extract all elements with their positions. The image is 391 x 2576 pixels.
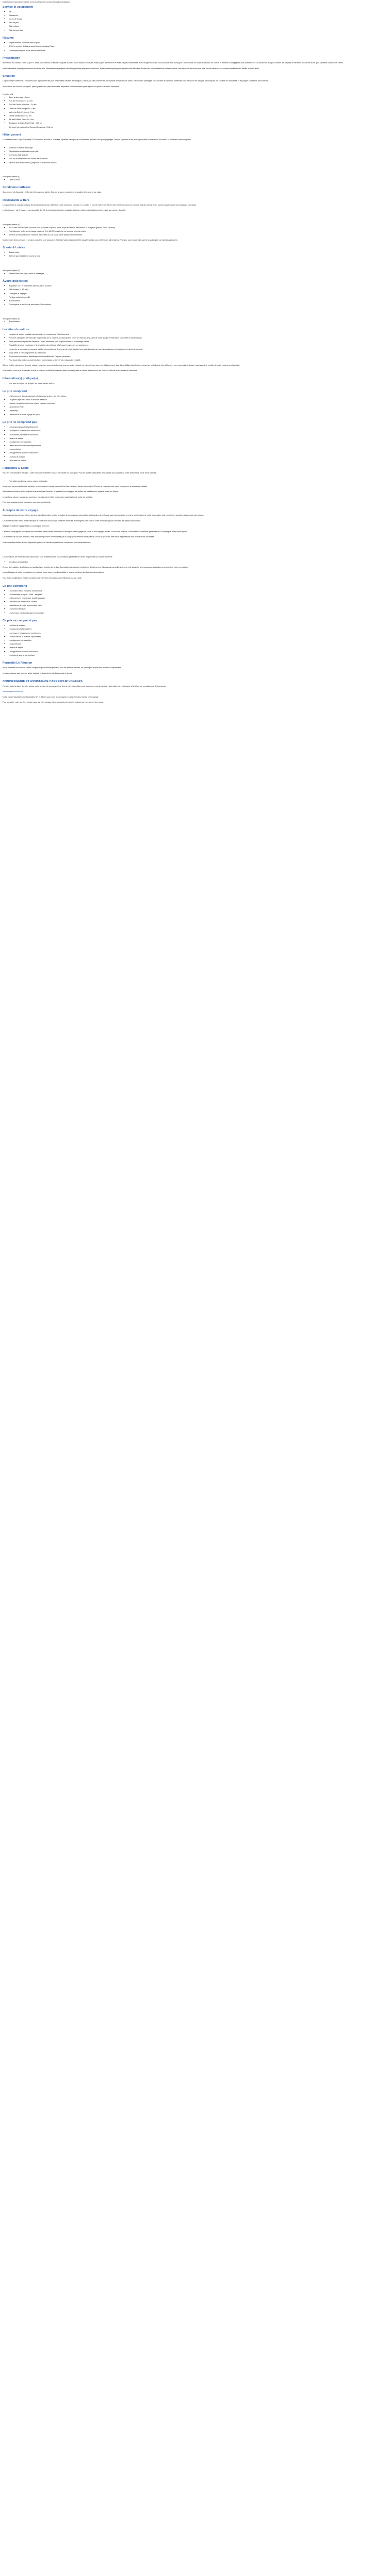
list-item: ▪ Les repas et boissons non mentionnés	[9, 430, 388, 433]
list-item: ▪ Climatisation et télévision écran plat	[9, 150, 388, 154]
hebergement-heading: Hébergement	[3, 133, 21, 137]
comprend4-list	[3, 624, 388, 657]
list-item: ▪ Les dépenses personnelles	[9, 639, 388, 642]
formalites2-heading: Formalité Le Réunion	[3, 662, 32, 665]
list-item: ▪ L'assurance annulation et rapatriement	[9, 445, 388, 448]
transport-heading: À propos de votre voyage	[3, 509, 38, 512]
conciergerie-link-row	[3, 690, 388, 693]
list-item: ▪ La location de voiture	[9, 460, 388, 463]
infos-heading: Information(s) pratique(s)	[3, 377, 38, 380]
conciergerie-heading: CONCIERGERIE ET ASSISTANCE CARREFOUR VOYAGES	[3, 680, 83, 683]
resume-list	[3, 42, 388, 52]
list-item: ▪ Bains à deux pas : 800 m	[9, 96, 388, 99]
sports-list	[3, 251, 388, 258]
list-item: ▪ Conciergerie et service de réservation d'excursions	[9, 303, 388, 307]
conditions2-paragraph: La modification de votre réservation est possible sous réserve de disponibilité et pourra entraîner des frais supplémentaires.	[3, 571, 104, 574]
transport-paragraph: Bagage : franchise bagage selon la compagnie aérienne.	[3, 525, 50, 528]
list-item: ▪ Bai des Petites Gars : 14,1 km	[9, 118, 388, 122]
location-list	[3, 333, 388, 362]
list-item: ▪ Les services mentionnés dans le descriptif	[9, 612, 388, 615]
list-item: ▪ Plusieurs catégories de véhicules disponibles, de la citadine au monospace, selon vos besoins et la taille de votre groupe. Réservation conseillée en haute saison.	[9, 337, 388, 340]
hebergement-paragraph: Le Tobasso Hotel & Spa 3* compte 211 chambres au total et 12 suites, réparties dans plusieurs bâtiments au cœur d'un parc paysager. Chaque logement a été pensé pour offrir un maximum de confort et d'intimité à ses occupants.	[3, 139, 191, 141]
accessibility-label: Le point relié	[3, 93, 13, 96]
comprend-list	[3, 395, 388, 417]
sports-paid-label: Avec participation (€)	[3, 269, 20, 272]
list-item: ▪ Pont de Préval Branchos : 2,8 km	[9, 104, 388, 107]
list-item: ▪ Le supplément chambre individuelle	[9, 452, 388, 455]
conditions2-paragraph: Pour toute modification, veuillez contacter notre service réservations par téléphone ou par email.	[3, 577, 82, 579]
list-item: ▪ Cable d'accès	[9, 179, 388, 182]
comprend3-list	[3, 590, 388, 615]
situation-heading: Situation	[3, 75, 15, 78]
infos-list	[3, 382, 388, 385]
conditions2-list	[3, 561, 388, 564]
list-item: ▪ Le permis de conduire en cours de validité depuis plus de deux ans est exigé, ainsi qu'une carte bancaire au nom du conducteur principal pour le dépôt de garantie.	[9, 348, 388, 351]
list-item: ▪ Le parking	[9, 410, 388, 413]
activites-heading: Àvoirs disposition	[3, 280, 28, 283]
list-item: ▪ Siège bébé et GPS disponibles sur demande.	[9, 352, 388, 355]
formalites-paragraph: Les enfants mineurs voyageant sans leurs parents doivent être munis d'une autorisation de sortie du territoire.	[3, 496, 93, 498]
product-description	[0, 0, 391, 712]
list-item: ▪ L'assistance de notre équipe sur place	[9, 414, 388, 417]
list-item: ▪ L'assistance de notre représentant local	[9, 604, 388, 607]
list-item: ▪ Les transferts aéroport - hôtel - aéroport	[9, 594, 388, 597]
list-item: ▪ Le vol aller-retour en classe économique	[9, 590, 388, 593]
formalites-list	[3, 480, 388, 483]
list-item: ▪ Salle de gym et piste de course à pied	[9, 255, 388, 258]
restaurants-heading: Restaurants & Bars	[3, 198, 29, 202]
formalites-paragraph: Informations données à titre indicatif et susceptibles d'évoluer. Il appartient au voyageur de vérifier les conditions en vigueur avant son départ.	[3, 490, 119, 493]
list-item: ▪ Service de restauration en chambre disponible de 11h à 22h, carte spéciale sur demande.	[9, 234, 388, 237]
list-item: ▪ Supplément conducteur additionnel selon conditions de l'agence partenaire.	[9, 355, 388, 359]
tarifs-list	[3, 179, 388, 182]
list-item: ▪ Le camping dispose d'une piscine extérieure	[9, 49, 388, 53]
list-item: ▪ Cours de tennis	[9, 18, 388, 21]
list-item: ▪ Formalités sanitaires : aucun vaccin obligatoire.	[9, 480, 388, 483]
list-item: ▪ Une taxe de séjour est à régler sur place à votre arrivée.	[9, 382, 388, 385]
list-item: ▪ Les pourboires	[9, 448, 388, 451]
conditions2-paragraph: En cas d'annulation, des frais seront appliqués en fonction de la date d'annulation par rapport à la date de départ prévue. Nous vous conseillons vivement de souscrire une assurance annulation au moment de votre réservation.	[3, 566, 188, 568]
list-item: ▪ Plan de mer Douces : 2,2 km	[9, 100, 388, 103]
list-item: ▪ Les frais de visa le cas échéant	[9, 654, 388, 657]
list-item: ▪ Les frais de dossier	[9, 624, 388, 628]
list-item: ▪ Blanchisserie	[9, 300, 388, 303]
list-item: ▪ Parking gratuit et surveillé	[9, 296, 388, 299]
accessibility-list	[3, 96, 388, 129]
list-item: ▪ Bicyclette, VTT et trottinettes électriques en location	[9, 285, 388, 288]
non-comprend-list	[3, 426, 388, 462]
list-item: ▪ Club de bien-être	[9, 29, 388, 32]
list-item: ▪ Possibilité de prise en charge et de restitution du véhicule à l'aéroport moyennant un supplément.	[9, 344, 388, 347]
situation-paragraph: Le parc Tasso Belvedere / Tosina est situé à proximité des plus beaux sites naturels de la région, à deux pas des commerces, restaurants et activités de loisirs. Sa situation privilégiée vous permet de rayonner facilement pour découvrir les villages pittoresques, les sentiers de randonnée et les plages surveillées des environs.	[3, 80, 269, 82]
list-item: ▪ Espace bien-être : Spa, soins et massages	[9, 273, 388, 276]
list-item: ▪ Emplacements à l'ombre dans le parc	[9, 42, 388, 45]
list-item: ▪ Location de voiture possible directement à la réception de l'établissement.	[9, 333, 388, 336]
list-item: ▪ Tarifs préférentiels pour les clients de l'hôtel, assurance tous risques incluse et kilométrage illimité.	[9, 341, 388, 344]
formalites2-paragraph: Pièce d'identité en cours de validité obligatoire pour l'embarquement. Pour les enfants mineurs, se renseigner auprès des autorités compétentes.	[3, 667, 122, 669]
transport-paragraph: Les horaires de vol sont donnés à titre indicatif et peuvent être modifiés par la compagnie aérienne sans préavis. Nous ne pourrons être tenus responsables des modifications d'horaires.	[3, 536, 155, 538]
list-item: ▪ L'hébergement en chambre double standard	[9, 597, 388, 600]
list-item: ▪ wifi	[9, 11, 388, 14]
intro-line: Description Ce joli campement 3 ó est un campement proche Korodjo Cumbagnes :	[3, 1, 72, 3]
list-item: ▪ Les activités payantes et excursions	[9, 434, 388, 437]
location-paragraph: Une caution vous sera demandée lors de la prise du véhicule et restituée dans son intégralité au retour, sous réserve de l'état du véhicule et du niveau de carburant.	[3, 369, 138, 372]
list-item: ▪ Parc de jeux	[9, 22, 388, 25]
presentation-paragraph: Idéalement situé à quelques minutes du centre-ville, l'établissement propose des hébergements spacieux et lumineux, entièrement équipés pour garantir votre bien-être. Profitez de nos installations modernes et de nos nombreux services pour faire de vos vacances un moment inoubliable en famille ou entre amis.	[3, 67, 259, 70]
transport-paragraph: Vous voyagez dans les conditions les plus agréables grâce à notre sélection de compagnies partenaires. Les horaires de vol vous sont communiqués lors de la confirmation de votre réservation, puis reconfirmés quelques jours avant votre départ.	[3, 514, 204, 516]
list-item: ▪ Connexion Wifi gratuite	[9, 154, 388, 157]
list-item: ▪ Terrasse ou balcon aménagé	[9, 147, 388, 150]
conciergerie-paragraph: Pendant toute la durée de votre séjour, notre service de conciergerie se tient à votre disposition pour répondre à vos demandes : réservation de restaurants, d'activités, de spectacles ou de transports.	[3, 685, 166, 687]
formalites2-paragraph: Les informations sont fournies à titre indicatif et doivent être vérifiées avant le départ.	[3, 672, 73, 674]
list-item: ▪ Consignes à bagages	[9, 293, 388, 296]
tarifs-label: Avec participation (€)	[3, 176, 20, 178]
list-item: ▪ Petit-déjeuner buffet servi chaque matin de 7h à 10h30 en salle ou en terrasse selon la météo.	[9, 230, 388, 233]
transport-paragraph: Certaines compagnies appliquent des conditions particulières concernant le transport des bagages de soute et des bagages à main. Nous vous invitons à consulter les conditions générales de la compagnie avant votre départ.	[3, 530, 187, 533]
list-item: ▪ Le transport jusqu'à l'établissement	[9, 426, 388, 429]
comprend-heading: Le prix comprend :	[3, 389, 29, 393]
services-heading: Service et équipement	[3, 5, 34, 9]
conditions2-paragraph: Les conditions de réservation et d'annulation sont détaillées dans nos conditions générales de vente, disponibles sur simple demande.	[3, 555, 113, 558]
list-item: ▪ Les dépenses personnelles	[9, 441, 388, 444]
restaurants-paragraph: Le bar lounge « La Terrasse » vous accueille de 10h à minuit pour déguster cocktails, boissons fraîches et collations légères face au coucher du soleil.	[3, 209, 126, 212]
list-item: ▪ Centre Vieille-Rose : 12 km	[9, 115, 388, 118]
presentation-heading: Présentation	[3, 57, 20, 60]
resume-heading: Résumé	[3, 37, 14, 40]
list-item: ▪ La taxe de séjour	[9, 437, 388, 440]
list-item: ▪ Vallée du Soleil (15 min) : 9 km	[9, 111, 388, 114]
conciergerie-paragraph: Pour contacter notre service, rendez-vous sur votre espace client ou appelez le numéro indiqué sur votre carnet de voyage.	[3, 701, 104, 704]
situation-paragraph: Accès facile par la route principale, parking gratuit sur place et navette disponible en haute saison pour rejoindre la gare et le centre historique.	[3, 85, 120, 88]
list-item: ▪ Les frais de dossier	[9, 456, 388, 459]
list-item: ▪ L'accès à la piscine extérieure et aux espaces communs	[9, 402, 388, 405]
list-item: ▪ Beach volley	[9, 251, 388, 255]
formalites-paragraph: Pour tout renseignement, contactez notre service clientèle.	[3, 501, 51, 504]
services-list	[3, 11, 388, 32]
conditions-heading: Conditions tarifaires	[3, 186, 31, 190]
list-item: ▪ À 200 m environ de Bains-sous-Vent ou Mustang Resort	[9, 45, 388, 48]
comprend3-heading: Ce prix comprend	[3, 584, 27, 588]
paid-list	[3, 227, 388, 237]
list-item: ▪ Les excursions et activités optionnelles	[9, 636, 388, 639]
list-item: ▪ Les taxes d'aéroport	[9, 608, 388, 611]
conciergerie-paragraph: Notre équipe d'assistance est joignable 7j/7 et 24h/24 pour vous accompagner en cas d'imprévu durant votre voyage.	[3, 696, 99, 698]
formalites-paragraph: Pour les ressortissants français : carte nationale d'identité en cours de validité ou passeport. Pour les autres nationalités, renseignez-vous auprès de votre ambassade ou de votre consulat.	[3, 472, 157, 474]
services-paid-label: Avec participation (€)	[3, 317, 20, 320]
location-paragraph: Afin de profiter pleinement de votre séjour, nous vous recommandons de réserver votre véhicule en même temps que votre hébergement. Les disponibilités étant limitées durant les périodes de forte affluence, une réservation anticipée vous garantit le modèle de votre choix au meilleur tarif.	[3, 364, 240, 366]
list-item: ▪ Club enfants (4-12 ans)	[9, 289, 388, 292]
location-heading: Location de voiture	[3, 328, 29, 331]
list-item: ▪ Salle de bain avec douche, peignoirs et chaussons fournis	[9, 162, 388, 165]
restaurants-paragraph: Nos formules demi-pension et pension complète sont proposées à la réservation et peuvent être adaptées selon vos préférences alimentaires. N'hésitez pas à nous faire part de vos allergies ou régimes particuliers.	[3, 239, 178, 241]
list-item: ▪ Pour toute information complémentaire, notre équipe se tient à votre disposition 24h/24.	[9, 359, 388, 362]
transport-paragraph: Les transferts aller-retour entre l'aéroport et l'hôtel sont inclus dans certaines formules. Renseignez-vous lors de votre réservation pour connaître les options disponibles.	[3, 519, 141, 522]
paid-label: Avec participation (€)	[3, 224, 20, 226]
list-item: ▪ La connexion Wifi	[9, 406, 388, 409]
presentation-paragraph: Bienvenue au Tobasso Hotel & Spa 3*. Nous vous offrons un séjour tranquille au cœur d'une nature préservée, entre plages de sable fin et forêts de pins centenaires. Notre équipe dévouée vous accueille tout au long de l'année dans un cadre chaleureux où confort et détente se conjuguent avec authenticité. Les amoureux du sport comme les adeptes du farniente trouveront ici de quoi satisfaire toutes leurs envies.	[3, 62, 344, 64]
transport-paragraph: Nos conseillers restent à votre disposition pour toute demande particulière concernant votre acheminement.	[3, 541, 91, 544]
list-item: ▪ Mini-bar et coffre-fort dans toutes les chambres	[9, 158, 388, 161]
list-item: ▪ Restaurant	[9, 14, 388, 18]
non-comprend-heading: Le prix ne comprend pas :	[3, 421, 39, 425]
list-item: ▪ Les pourboires	[9, 643, 388, 646]
conditions-paragraph: Supplément Lit d'appoint : 15 € / nuit. Animaux non admis. Taxe de séjour en supplément, payable directement sur place.	[3, 191, 102, 194]
list-item: ▪ Boutiques de Saint-Jean l'Ovid : 15,5 km	[9, 122, 388, 125]
list-item: ▪ L'hébergement dans la catégorie choisie pour la durée de votre séjour	[9, 395, 388, 398]
list-item: ▪ Pour votre confort, nous pouvons vous préparer un panier pique-nique sur simple demande à la réception (prévoir 24h à l'avance).	[9, 227, 388, 230]
sports-heading: Sports & Loisirs	[3, 246, 25, 250]
list-item: ▪ La formule de restauration choisie	[9, 601, 388, 604]
conciergerie-link[interactable]: www.voyages.carrefour.fr	[3, 690, 24, 693]
list-item: ▪ Club enfants	[9, 25, 388, 28]
list-item: ▪ Aéroport International de Rossant-Servières : 31,6 km	[9, 126, 388, 129]
list-item: ▪ Les assurances facultatives	[9, 628, 388, 631]
list-item: ▪ Le supplément chambre individuelle	[9, 651, 388, 654]
restaurants-paragraph: Les gourmets ne manqueront pas de découvrir la cuisine raffinée de notre restaurant principal « Le Jardin », ouvert midi et soir. Notre chef met à l'honneur les produits frais du marché et les saveurs locales dans une ambiance conviviale.	[3, 204, 197, 206]
list-item: ▪ Conditions d'annulation	[9, 561, 388, 564]
sports-paid-list	[3, 273, 388, 276]
activites-list	[3, 285, 388, 307]
list-item: ▪ Les repas et boissons non mentionnés	[9, 632, 388, 635]
list-item: ▪ La taxe de séjour	[9, 647, 388, 650]
formalites-paragraph: Nous vous recommandons de souscrire une assurance voyage couvrant les frais médicaux durant votre séjour. Pensez à emporter votre carte européenne d'assurance maladie.	[3, 485, 148, 487]
hebergement-list	[3, 147, 388, 164]
list-item: ▪ Les petits-déjeuners selon la formule réservée	[9, 399, 388, 402]
comprend4-heading: Ce prix ne comprend pas	[3, 619, 37, 623]
formalites-heading: Formalités & Santé	[3, 467, 29, 470]
list-item: ▪ Blanchisserie	[9, 320, 388, 324]
list-item: ▪ Canal de Brice Rouge bis : 5 km	[9, 108, 388, 111]
